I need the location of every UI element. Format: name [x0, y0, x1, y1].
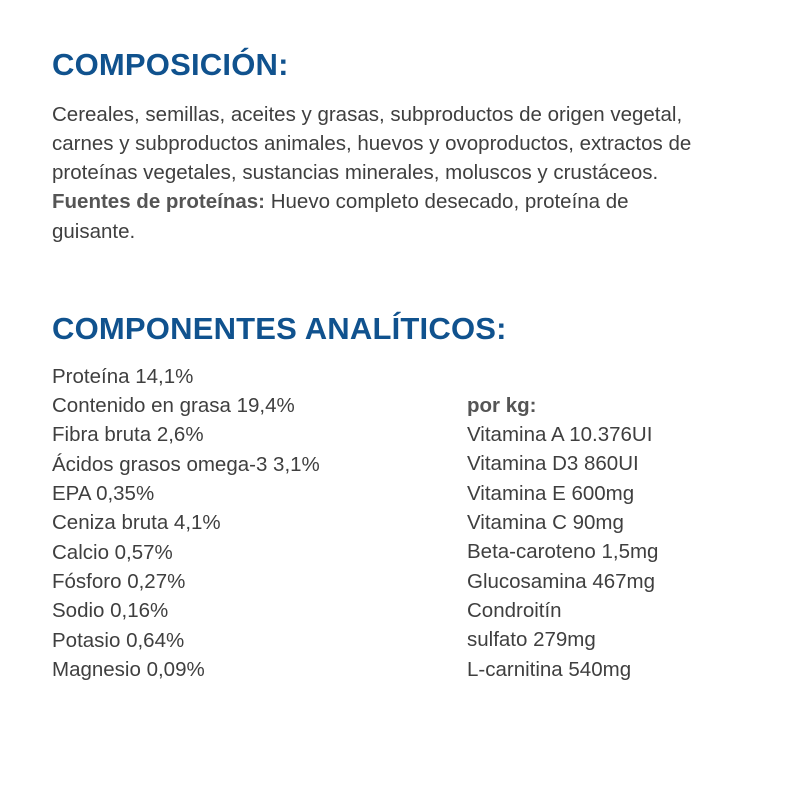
composition-body: [52, 100, 712, 246]
analytical-list-item: L-carnitina 540mg: [467, 657, 632, 681]
analytical-list-item: Fibra bruta 2,6%: [52, 423, 204, 447]
analytical-list-item: sulfato 279mg: [467, 628, 596, 652]
composition-title: COMPOSICIÓN:: [52, 47, 289, 82]
analytical-list-item: Fósforo 0,27%: [52, 569, 186, 593]
analytical-list-item: Ácidos grasos omega-3 3,1%: [52, 452, 320, 476]
analytical-list-item: Beta-caroteno 1,5mg: [467, 540, 659, 564]
analytical-list-item: Contenido en grasa 19,4%: [52, 394, 295, 418]
per-kg-heading: por kg:: [467, 393, 537, 417]
analytical-components-section: [52, 312, 748, 685]
analytical-list-item: Vitamina E 600mg: [467, 481, 635, 505]
composition-section: [52, 48, 748, 246]
analytical-list-item: Calcio 0,57%: [52, 540, 173, 564]
protein-sources-line: [52, 187, 712, 245]
analytical-left-column: [52, 362, 467, 684]
composition-paragraph: Cereales, semillas, aceites y grasas, subproductos de origen vegetal, carnes y subproductos animales, huevos y ovoproductos, extractos de proteínas vegetales, sustancias minerales, moluscos y crustáceos.: [52, 103, 692, 185]
analytical-list-item: Vitamina D3 860UI: [467, 452, 639, 476]
analytical-list-item: Potasio 0,64%: [52, 628, 185, 652]
analytical-list-item: Condroitín: [467, 598, 562, 622]
analytical-right-list: [467, 420, 748, 684]
analytical-list-item: Ceniza bruta 4,1%: [52, 511, 221, 535]
analytical-list-item: Glucosamina 467mg: [467, 569, 656, 593]
analytical-columns: [52, 362, 748, 684]
analytical-title: COMPONENTES ANALÍTICOS:: [52, 310, 507, 346]
analytical-list-item: Magnesio 0,09%: [52, 657, 205, 681]
protein-sources-text: Huevo completo desecado, proteína de guisante.: [52, 190, 629, 243]
analytical-left-list: [52, 362, 467, 684]
analytical-list-item: Vitamina C 90mg: [467, 510, 624, 534]
analytical-list-item: Sodio 0,16%: [52, 599, 169, 623]
analytical-right-column: [467, 362, 748, 684]
protein-sources-label: Fuentes de proteínas:: [52, 190, 266, 214]
analytical-list-item: Vitamina A 10.376UI: [467, 423, 653, 447]
analytical-list-item: Proteína 14,1%: [52, 364, 194, 388]
analytical-list-item: EPA 0,35%: [52, 481, 155, 505]
